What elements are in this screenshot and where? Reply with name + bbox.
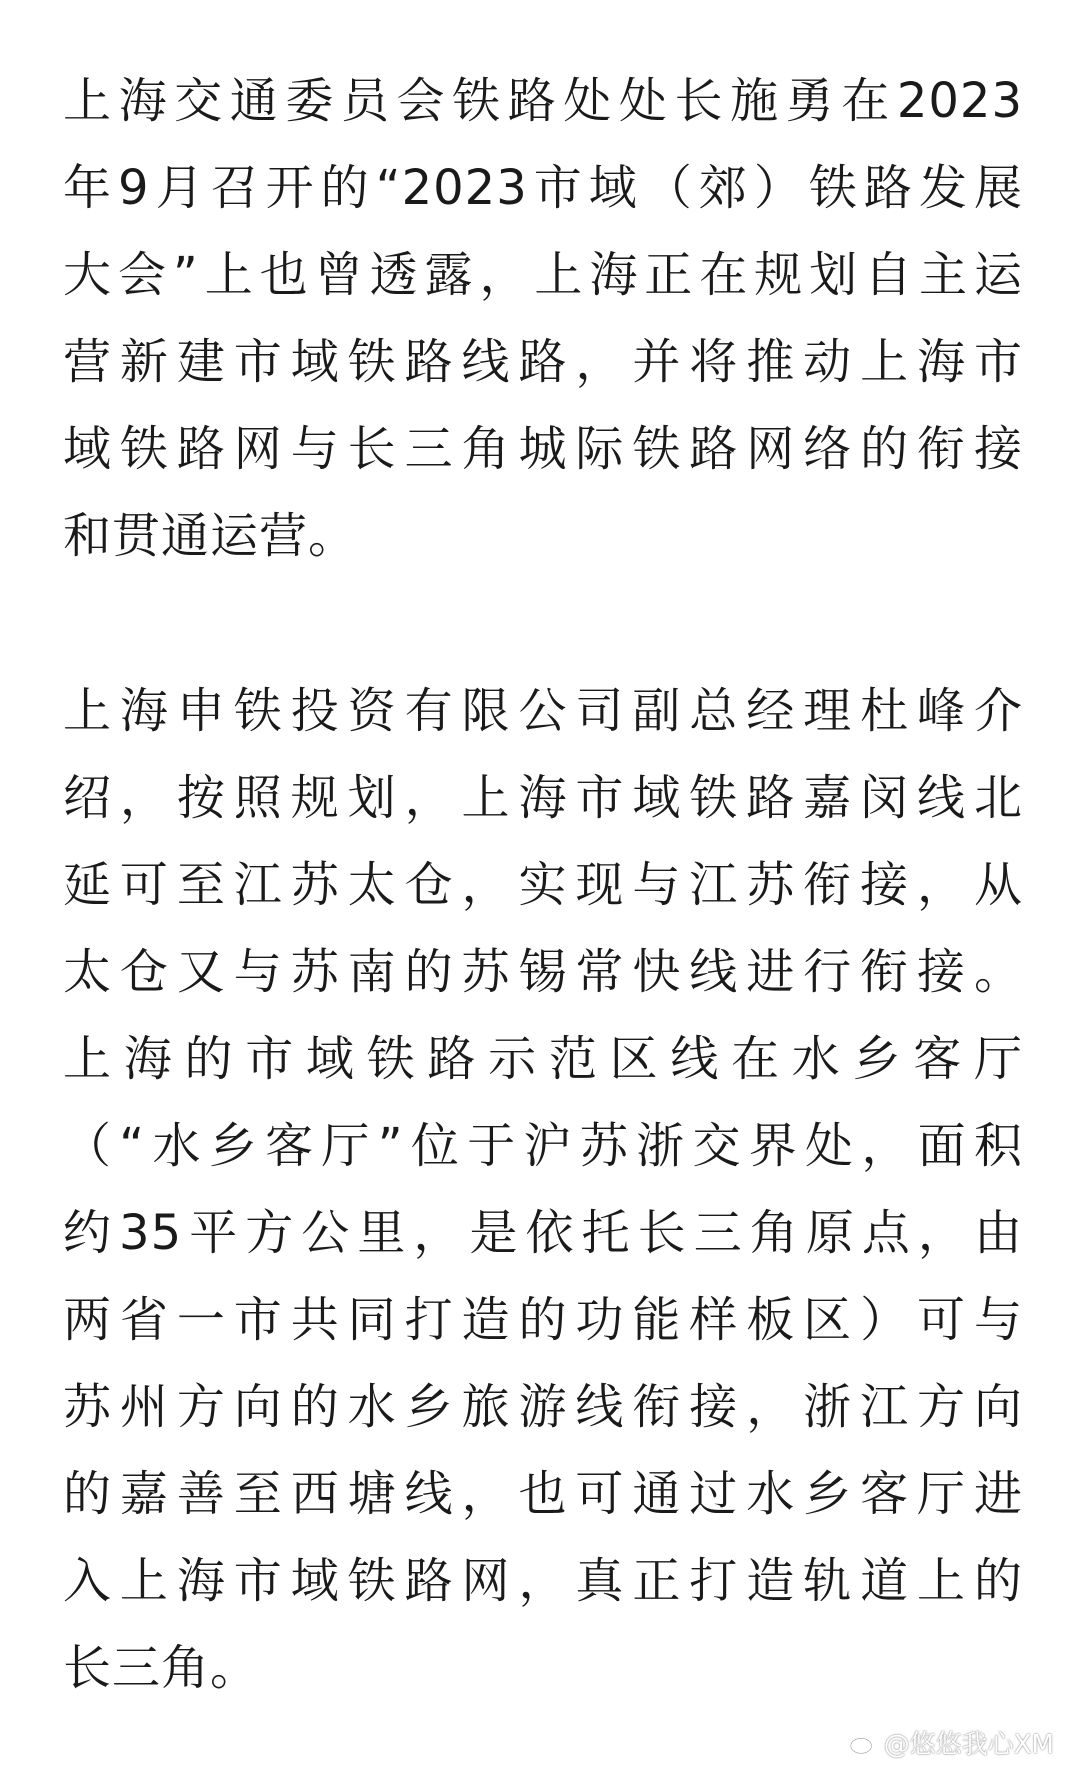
- text-line: 年9月召开的“2023市域（郊）铁路发展: [63, 160, 1023, 216]
- text-line: 和贯通运营。: [63, 508, 358, 564]
- paragraph-1: [63, 58, 1023, 580]
- text-line: 延可至江苏太仓，实现与江苏衔接，从: [63, 857, 1023, 913]
- text-line: 绍，按照规划，上海市域铁路嘉闵线北: [63, 770, 1023, 826]
- weibo-watermark: [848, 1724, 1054, 1761]
- text-line: 苏州方向的水乡旅游线衔接，浙江方向: [63, 1379, 1023, 1435]
- text-line: 入上海市域铁路网，真正打造轨道上的: [63, 1553, 1023, 1609]
- text-line: 域铁路网与长三角城际铁路网络的衔接: [63, 421, 1023, 477]
- text-line: 长三角。: [63, 1640, 260, 1696]
- text-line: 两省一市共同打造的功能样板区）可与: [63, 1292, 1023, 1348]
- article-body: [63, 58, 1023, 1712]
- weibo-icon: [848, 1728, 878, 1758]
- text-line: （“水乡客厅”位于沪苏浙交界处，面积: [63, 1118, 1023, 1174]
- paragraph-2: [63, 668, 1023, 1712]
- text-line: 的嘉善至西塘线，也可通过水乡客厅进: [63, 1466, 1023, 1522]
- text-line: 上海交通委员会铁路处处长施勇在2023: [63, 73, 1023, 129]
- text-line: 大会”上也曾透露，上海正在规划自主运: [63, 247, 1023, 303]
- text-line: 上海申铁投资有限公司副总经理杜峰介: [63, 683, 1023, 739]
- text-line: 上海的市域铁路示范区线在水乡客厅: [63, 1031, 1023, 1087]
- text-line: 太仓又与苏南的苏锡常快线进行衔接。: [63, 944, 1023, 1000]
- text-line: 约35平方公里，是依托长三角原点，由: [63, 1205, 1023, 1261]
- watermark-text: @悠悠我心XM: [883, 1730, 1054, 1760]
- text-line: 营新建市域铁路线路，并将推动上海市: [63, 334, 1023, 390]
- paragraph-spacer: [63, 580, 1023, 668]
